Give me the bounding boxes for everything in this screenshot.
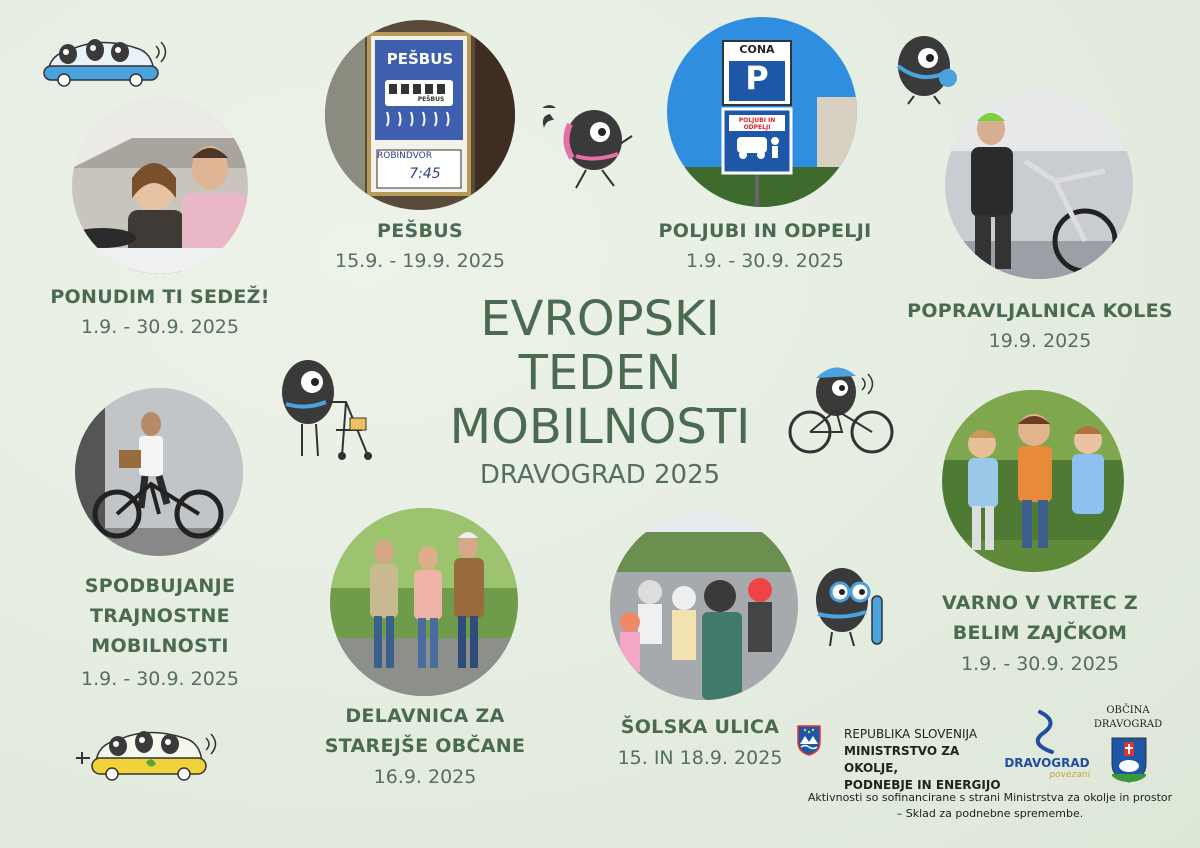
event-title-delavnica-l2: STAREJŠE OBČANE — [324, 735, 526, 757]
event-date-varno: 1.9. - 30.9. 2025 — [961, 653, 1119, 675]
funding-note-line1: Aktivnosti so sofinancirane s strani Ministrstva za okolje in prostor — [807, 791, 1173, 804]
cona-label: CONA — [739, 43, 775, 56]
main-title-line3: MOBILNOSTI — [449, 399, 751, 455]
event-date-poljubi: 1.9. - 30.9. 2025 — [686, 250, 844, 272]
main-title-line2: TEDEN — [518, 345, 682, 401]
ministry-name — [844, 726, 1014, 794]
cyclist-mascot-icon — [786, 358, 896, 458]
event-date-delavnica: 16.9. 2025 — [373, 766, 477, 788]
skateboard-mascot-icon — [806, 560, 892, 650]
walker-mascot-icon — [276, 352, 376, 462]
main-title — [400, 292, 800, 454]
dravograd-logo-text: DRAVOGRAD — [1004, 756, 1090, 770]
event-date-spodbujanje: 1.9. - 30.9. 2025 — [81, 668, 239, 690]
obcina-line1: OBČINA — [1106, 705, 1150, 716]
event-title-varno-l2: BELIM ZAJČKOM — [952, 622, 1128, 644]
dravograd-logo-icon — [1028, 708, 1068, 756]
photo-pesbus-sign — [325, 20, 515, 210]
photo-parking-sign — [667, 17, 857, 207]
event-title-spodbujanje-l2: TRAJNOSTNE — [90, 605, 230, 627]
event-title-spodbujanje-l3: MOBILNOSTI — [91, 635, 229, 657]
pesbus-stop-label: ROBINDVOR — [377, 151, 433, 161]
main-title-line1: EVROPSKI — [480, 291, 720, 347]
photo-bike-commuter — [75, 388, 243, 556]
event-title-ponudim: PONUDIM TI SEDEŽ! — [50, 286, 270, 308]
running-mascot-icon — [536, 94, 636, 194]
event-date-ponudim: 1.9. - 30.9. 2025 — [81, 316, 239, 338]
yellow-car-mascot-icon — [72, 718, 222, 782]
event-title-pesbus: PEŠBUS — [377, 220, 463, 242]
event-title-delavnica — [290, 701, 560, 761]
main-subtitle: DRAVOGRAD 2025 — [479, 460, 721, 490]
pesbus-bus-label: PEŠBUS — [417, 96, 445, 103]
event-title-varno — [900, 588, 1180, 648]
obcina-label — [1090, 704, 1166, 732]
event-date-pesbus: 15.9. - 19.9. 2025 — [334, 250, 506, 272]
photo-bike-repair — [945, 91, 1133, 279]
event-title-popravljalnica: POPRAVLJALNICA KOLES — [907, 300, 1173, 322]
event-title-varno-l1: VARNO V VRTEC Z — [942, 592, 1138, 614]
event-date-popravljalnica: 19.9. 2025 — [988, 330, 1092, 352]
event-title-poljubi: POLJUBI IN ODPELJI — [658, 220, 872, 242]
ministry-line1: REPUBLIKA SLOVENIJA — [844, 727, 978, 741]
dravograd-coat-of-arms-icon — [1110, 736, 1148, 784]
photo-carpool — [72, 98, 248, 274]
event-title-solska: ŠOLSKA ULICA — [620, 716, 780, 738]
slovenia-coat-of-arms-icon — [796, 724, 822, 756]
ministry-line3: PODNEBJE IN ENERGIJO — [844, 778, 1001, 792]
parking-label: P — [745, 59, 769, 97]
poljubi-sign-label: POLJUBI IN ODPELJI — [738, 117, 776, 131]
obcina-line2: DRAVOGRAD — [1093, 719, 1163, 730]
blue-car-mascot-icon — [40, 28, 170, 88]
pesbus-time-label: 7:45 — [409, 166, 441, 182]
event-date-solska: 15. IN 18.9. 2025 — [617, 747, 783, 769]
dravograd-logo-tagline: povezani — [1049, 770, 1090, 780]
funding-note-line2: – Sklad za podnebne spremembe. — [896, 807, 1084, 820]
photo-seniors-walking — [330, 508, 518, 696]
event-title-spodbujanje — [30, 571, 290, 661]
event-title-spodbujanje-l1: SPODBUJANJE — [84, 575, 236, 597]
photo-kindergarten-kids — [942, 390, 1124, 572]
ministry-line2: MINISTRSTVO ZA OKOLJE, — [844, 744, 960, 775]
pesbus-sign-label: PEŠBUS — [386, 50, 454, 68]
photo-school-street — [610, 512, 798, 700]
helmet-mascot-icon — [884, 26, 964, 106]
event-title-delavnica-l1: DELAVNICA ZA — [345, 705, 505, 727]
funding-note — [790, 790, 1190, 822]
